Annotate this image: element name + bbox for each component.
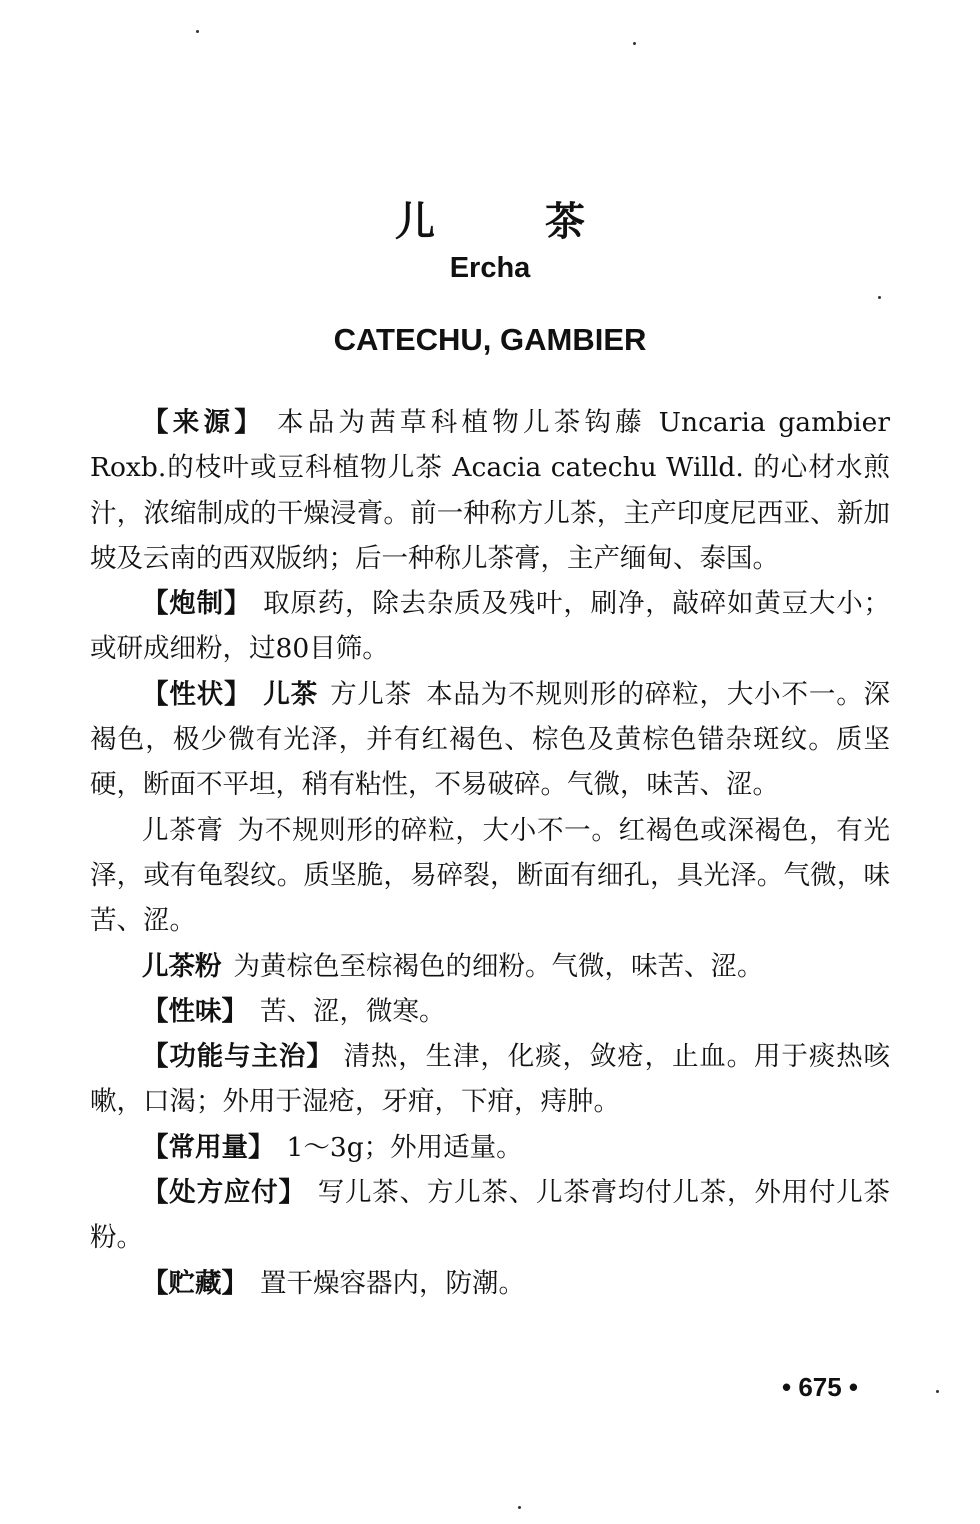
section-text: 取原药，除去杂质及残叶，刷净，敲碎如黄豆大小；或研成细粉，过80目筛。 xyxy=(90,588,891,665)
latin-title: CATECHU, GAMBIER xyxy=(333,322,647,357)
section-text: 清热，生津，化痰，敛疮，止血。用于痰热咳嗽，口渴；外用于湿疮，牙疳，下疳，痔肿。 xyxy=(90,1041,891,1118)
section-text: 1～3g；外用适量。 xyxy=(286,1131,523,1163)
monograph-body xyxy=(90,400,890,1306)
scan-speck xyxy=(633,42,636,45)
scan-speck xyxy=(878,296,881,299)
section-text: 本品为茜草科植物儿茶钩藤 Uncaria gambier Roxb.的枝叶或豆科植物儿茶 Acacia catechu Willd. 的心材水煎汁，浓缩制成的干燥浸膏。前一种称方儿茶，主产印度尼西亚、新加坡及云南的西双版纳；后一种称儿茶膏，主产缅甸、泰国。 xyxy=(90,407,890,574)
section-text: 苦、涩，微寒。 xyxy=(260,995,446,1027)
section-text: 写儿茶、方儿茶、儿茶膏均付儿茶，外用付儿茶粉。 xyxy=(90,1177,891,1254)
title-char-2: 茶 xyxy=(545,199,585,245)
section-paste xyxy=(90,808,890,944)
section-dosage xyxy=(90,1125,890,1170)
scan-speck xyxy=(936,1390,939,1393)
section-prescription xyxy=(90,1170,890,1261)
section-source xyxy=(90,400,890,581)
subsection-name: 方儿茶 xyxy=(330,678,413,710)
section-taste xyxy=(90,989,890,1034)
subsection-name: 儿茶膏 xyxy=(142,814,224,846)
subsection-label: 儿茶粉 xyxy=(142,950,222,982)
scan-speck xyxy=(196,30,199,33)
section-text: 为不规则形的碎粒，大小不一。红褐色或深褐色，有光泽，或有龟裂纹。质坚脆，易碎裂，断面有细孔，具光泽。气微，味苦、涩。 xyxy=(90,814,891,937)
section-label: 【功能与主治】 xyxy=(142,1041,334,1073)
section-text: 置干燥容器内，防潮。 xyxy=(260,1267,525,1299)
section-text: 本品为不规则形的碎粒，大小不一。深褐色，极少微有光泽，并有红褐色、棕色及黄棕色错杂斑纹。质坚硬，断面不平坦，稍有粘性，不易破碎。气微，味苦、涩。 xyxy=(90,678,891,801)
section-traits xyxy=(90,672,890,808)
page-title xyxy=(0,190,980,247)
section-powder xyxy=(90,944,890,989)
section-label: 【性味】 xyxy=(142,995,248,1027)
title-char-1: 儿 xyxy=(395,199,435,245)
section-label: 【来源】 xyxy=(142,407,265,438)
section-text: 为黄棕色至棕褐色的细粉。气微，味苦、涩。 xyxy=(233,950,764,982)
section-label: 【处方应付】 xyxy=(142,1177,306,1209)
section-label: 【性状】 xyxy=(142,678,252,710)
page-number: • 675 • xyxy=(782,1372,859,1402)
section-label: 【炮制】 xyxy=(142,588,252,620)
section-function xyxy=(90,1034,890,1125)
section-label: 【常用量】 xyxy=(142,1131,275,1163)
section-storage xyxy=(90,1261,890,1306)
section-processing xyxy=(90,581,890,672)
scan-speck xyxy=(518,1506,521,1509)
section-label: 【贮藏】 xyxy=(142,1267,248,1299)
subsection-label: 儿茶 xyxy=(263,678,319,710)
pinyin-title: Ercha xyxy=(449,252,531,284)
